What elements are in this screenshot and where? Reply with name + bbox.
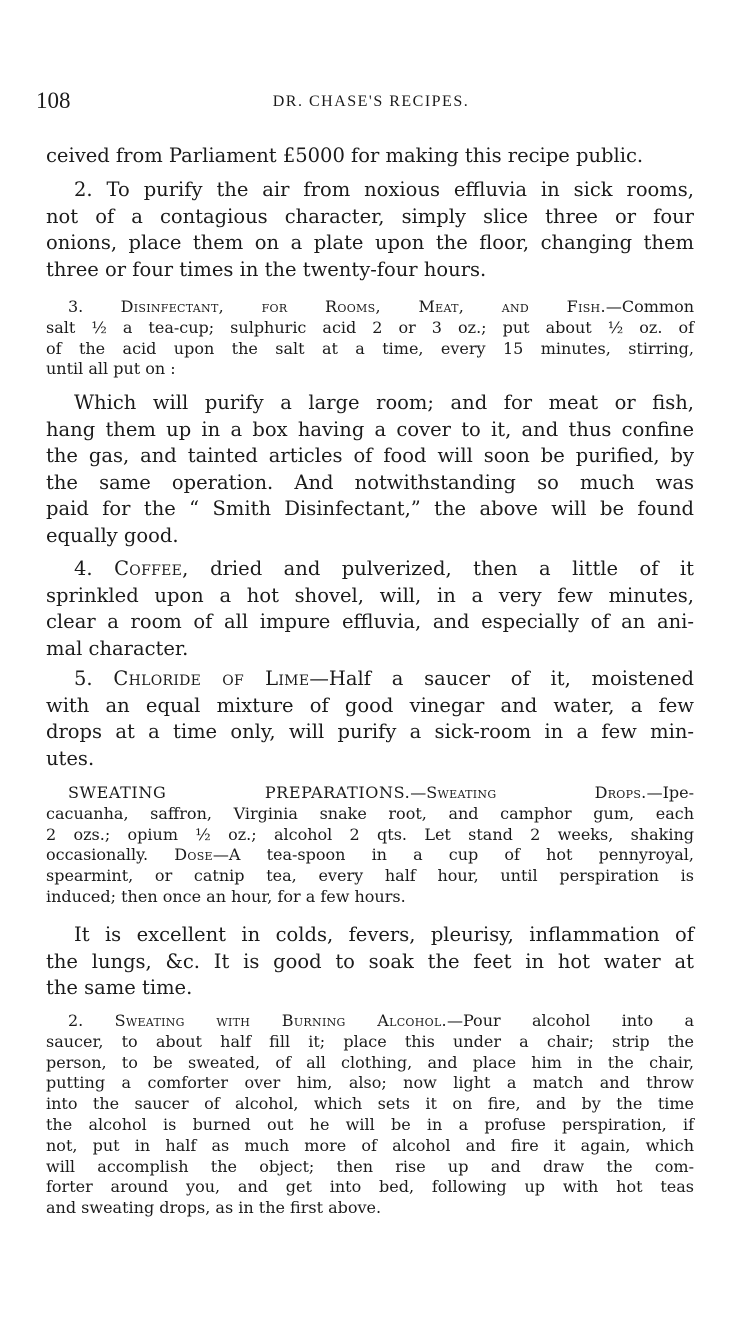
dose-label: Dose: [174, 845, 213, 865]
text-line: [46, 666, 694, 693]
text-line: of the acid upon the salt at a time, every 15 minutes, stirring,: [46, 338, 694, 358]
text-line: equally good.: [46, 523, 179, 547]
item-number: 2.: [68, 1011, 84, 1030]
text-line: [46, 556, 694, 583]
text-line: ceived from Parliament £5000 for making this recipe public.: [46, 144, 644, 167]
text-line: hang them up in a box having a cover to it, and thus confine: [46, 417, 694, 441]
paragraph-air-purify: [46, 177, 694, 283]
text-line: the same time.: [46, 976, 193, 1000]
paragraph-coffee: [46, 556, 694, 662]
paragraph-disinfectant-usage: [46, 390, 694, 550]
text-line: 2 ozs.; opium ½ oz.; alcohol 2 qts. Let stand 2 weeks, shaking: [46, 824, 694, 844]
text-line: the gas, and tainted articles of food will soon be purified, by: [46, 444, 694, 468]
text-line: clear a room of all impure effluvia, and especially of an ani-: [46, 610, 694, 634]
text-line: and sweating drops, as in the first above.: [46, 1198, 382, 1218]
text-line: the lungs, &c. It is good to soak the feet in hot water at: [46, 949, 694, 973]
text-line: forter around you, and get into bed, following up with hot teas: [46, 1177, 694, 1197]
text-line: utes.: [46, 746, 95, 770]
recipe-heading: Chloride of Lime: [113, 667, 310, 690]
text-line: [46, 783, 694, 804]
paragraph-continued: [46, 143, 694, 170]
text-line: spearmint, or catnip tea, every half hour, until perspiration is: [46, 866, 694, 886]
text-line: Which will purify a large room; and for meat or fish,: [74, 391, 694, 414]
text-fragment: —Ipe-: [646, 783, 694, 802]
recipe-heading: Coffee,: [114, 557, 189, 580]
paragraph-disinfectant: [46, 297, 694, 380]
text-line: drops at a time only, will purify a sick-room in a few min-: [46, 720, 694, 744]
text-line: the same operation. And notwithstanding so much was: [46, 470, 694, 494]
text-line: sprinkled upon a hot shovel, will, in a very few minutes,: [46, 583, 694, 607]
text-fragment: —: [410, 783, 427, 802]
item-number: 5.: [74, 667, 93, 690]
text-line: [46, 845, 694, 866]
text-line: with an equal mixture of good vinegar and water, a few: [46, 693, 694, 717]
running-title: DR. CHASE'S RECIPES.: [272, 93, 470, 110]
text-line: [46, 1011, 694, 1032]
text-fragment: —Common: [605, 297, 694, 316]
recipe-heading: Disinfectant, for Rooms, Meat, and Fish.: [120, 297, 606, 316]
text-line: putting a comforter over him, also; now light a match and throw: [46, 1073, 694, 1093]
text-line: mal character.: [46, 636, 189, 660]
recipe-heading: Sweating Drops.: [426, 783, 647, 802]
text-line: not of a contagious character, simply slice three or four: [46, 204, 694, 228]
text-line: salt ½ a tea-cup; sulphuric acid 2 or 3 oz.; put about ½ oz. of: [46, 317, 694, 337]
text-fragment: occasionally.: [46, 845, 175, 865]
item-number: 3.: [68, 297, 84, 316]
text-line: induced; then once an hour, for a few hours.: [46, 886, 406, 906]
text-fragment: dried and pulverized, then a little of it: [188, 557, 695, 580]
section-sweating-preparations: [46, 783, 694, 908]
text-line: cacuanha, saffron, Virginia snake root, and camphor gum, each: [46, 803, 694, 823]
recipe-heading: Sweating with Burning Alcohol.: [114, 1011, 447, 1030]
text-line: the alcohol is burned out he will be in a profuse perspiration, if: [46, 1114, 694, 1134]
text-line: [46, 297, 694, 318]
text-line: 2. To purify the air from noxious effluvia in sick rooms,: [74, 178, 694, 201]
page-header: [36, 86, 706, 116]
text-line: paid for the “ Smith Disinfectant,” the above will be found: [46, 497, 694, 521]
paragraph-chloride-of-lime: [46, 666, 694, 772]
text-line: three or four times in the twenty-four hours.: [46, 257, 487, 281]
text-fragment: —Pour alcohol into a: [446, 1011, 694, 1030]
section-title: SWEATING PREPARATIONS.: [68, 783, 411, 802]
text-line: person, to be sweated, of all clothing, and place him in the chair,: [46, 1052, 694, 1072]
paragraph-sweating-notes: [46, 922, 694, 1002]
text-line: It is excellent in colds, fevers, pleurisy, inflammation of: [74, 923, 694, 946]
text-line: will accomplish the object; then rise up and draw the com-: [46, 1156, 694, 1176]
text-fragment: —A tea-spoon in a cup of hot pennyroyal,: [212, 845, 694, 865]
text-line: not, put in half as much more of alcohol and fire it again, which: [46, 1135, 694, 1155]
text-line: into the saucer of alcohol, which sets it on fire, and by the time: [46, 1094, 694, 1114]
text-fragment: —Half a saucer of it, moistened: [309, 667, 694, 690]
page-number: 108: [36, 88, 71, 113]
text-line: until all put on :: [46, 359, 176, 379]
text-line: onions, place them on a plate upon the floor, changing them: [46, 231, 694, 255]
item-number: 4.: [74, 557, 93, 580]
text-line: saucer, to about half fill it; place this under a chair; strip the: [46, 1031, 694, 1051]
paragraph-burning-alcohol: [46, 1011, 694, 1219]
